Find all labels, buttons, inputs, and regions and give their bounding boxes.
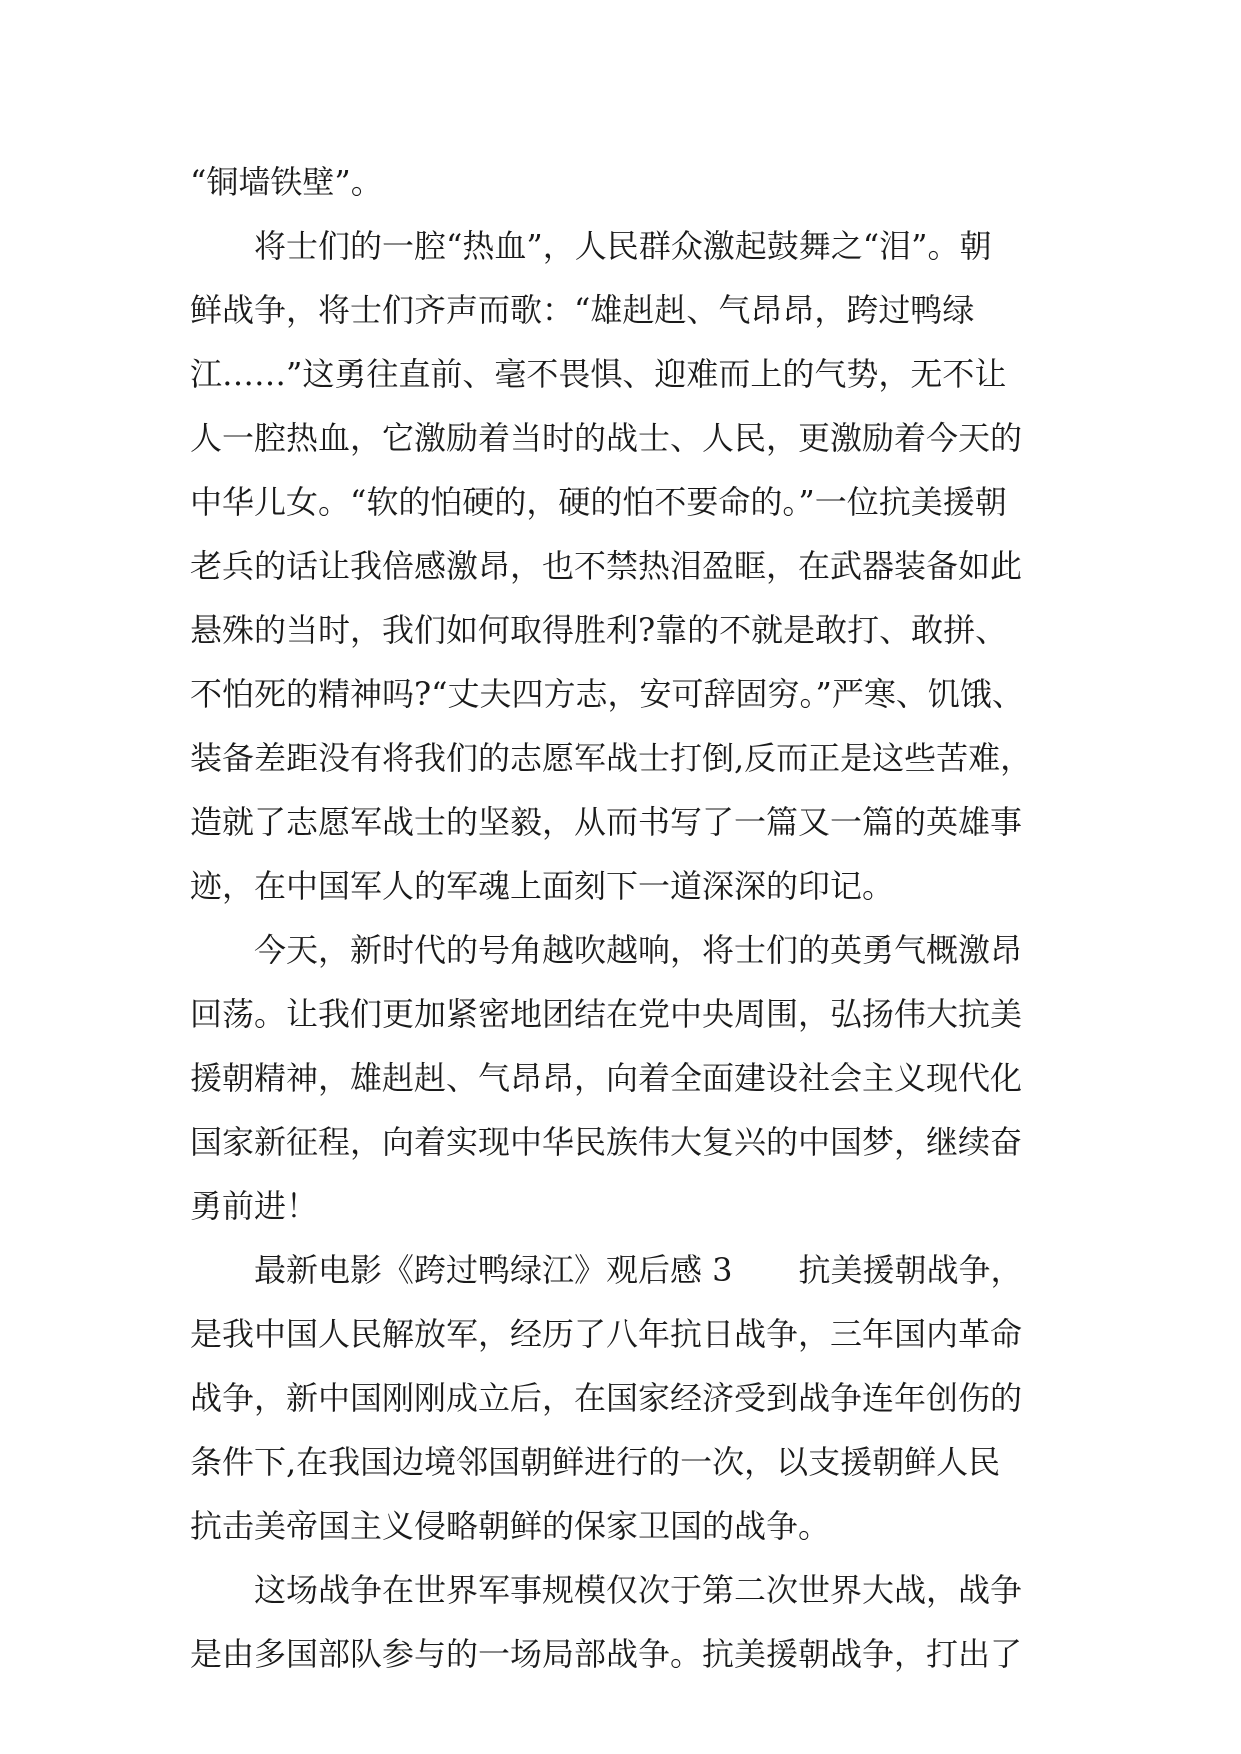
text-line: “铜墙铁壁”。: [190, 163, 383, 201]
text-line: 是由多国部队参与的一场局部战争。抗美援朝战争，打出了: [190, 1635, 1023, 1673]
paragraph-first-line: 这场战争在世界军事规模仅次于第二次世界大战，战争: [254, 1571, 1023, 1609]
section-heading-line: [254, 1250, 1050, 1290]
text-line: 装备差距没有将我们的志愿军战士打倒,反而正是这些苦难，: [190, 739, 1033, 777]
text-line: 造就了志愿军战士的坚毅，从而书写了一篇又一篇的英雄事: [190, 803, 1023, 841]
text-line: 老兵的话让我倍感激昂，也不禁热泪盈眶，在武器装备如此: [190, 547, 1023, 585]
text-line: 不怕死的精神吗?“丈夫四方志，安可辞固穷。”严寒、饥饿、: [190, 675, 1024, 713]
text-line: 勇前进！: [190, 1187, 319, 1225]
section-first-text: 抗美援朝战争，: [798, 1251, 1023, 1289]
text-line: 国家新征程，向着实现中华民族伟大复兴的中国梦，继续奋: [190, 1123, 1023, 1161]
paragraph-first-line: 今天，新时代的号角越吹越响，将士们的英勇气概激昂: [254, 931, 1023, 969]
text-line: 中华儿女。“软的怕硬的，硬的怕不要命的。”一位抗美援朝: [190, 483, 1007, 521]
text-line: 抗击美帝国主义侵略朝鲜的保家卫国的战争。: [190, 1507, 831, 1545]
text-line: 迹，在中国军人的军魂上面刻下一道深深的印记。: [190, 867, 895, 905]
text-line: 条件下,在我国边境邻国朝鲜进行的一次，以支援朝鲜人民: [190, 1443, 1001, 1481]
text-line: 战争，新中国刚刚成立后，在国家经济受到战争连年创伤的: [190, 1379, 1023, 1417]
text-line: 江……”这勇往直前、毫不畏惧、迎难而上的气势，无不让: [190, 355, 1007, 393]
text-line: 援朝精神，雄赳赳、气昂昂，向着全面建设社会主义现代化: [190, 1059, 1023, 1097]
text-line: 人一腔热血，它激励着当时的战士、人民，更激励着今天的: [190, 419, 1023, 457]
text-line: 是我中国人民解放军，经历了八年抗日战争，三年国内革命: [190, 1315, 1023, 1353]
text-line: 鲜战争，将士们齐声而歌：“雄赳赳、气昂昂，跨过鸭绿: [190, 291, 975, 329]
text-line: 回荡。让我们更加紧密地团结在党中央周围，弘扬伟大抗美: [190, 995, 1023, 1033]
section-heading: 最新电影《跨过鸭绿江》观后感 3: [254, 1251, 733, 1289]
text-line: 悬殊的当时，我们如何取得胜利?靠的不就是敢打、敢拼、: [190, 611, 1008, 649]
paragraph-first-line: 将士们的一腔“热血”，人民群众激起鼓舞之“泪”。朝: [254, 227, 992, 265]
